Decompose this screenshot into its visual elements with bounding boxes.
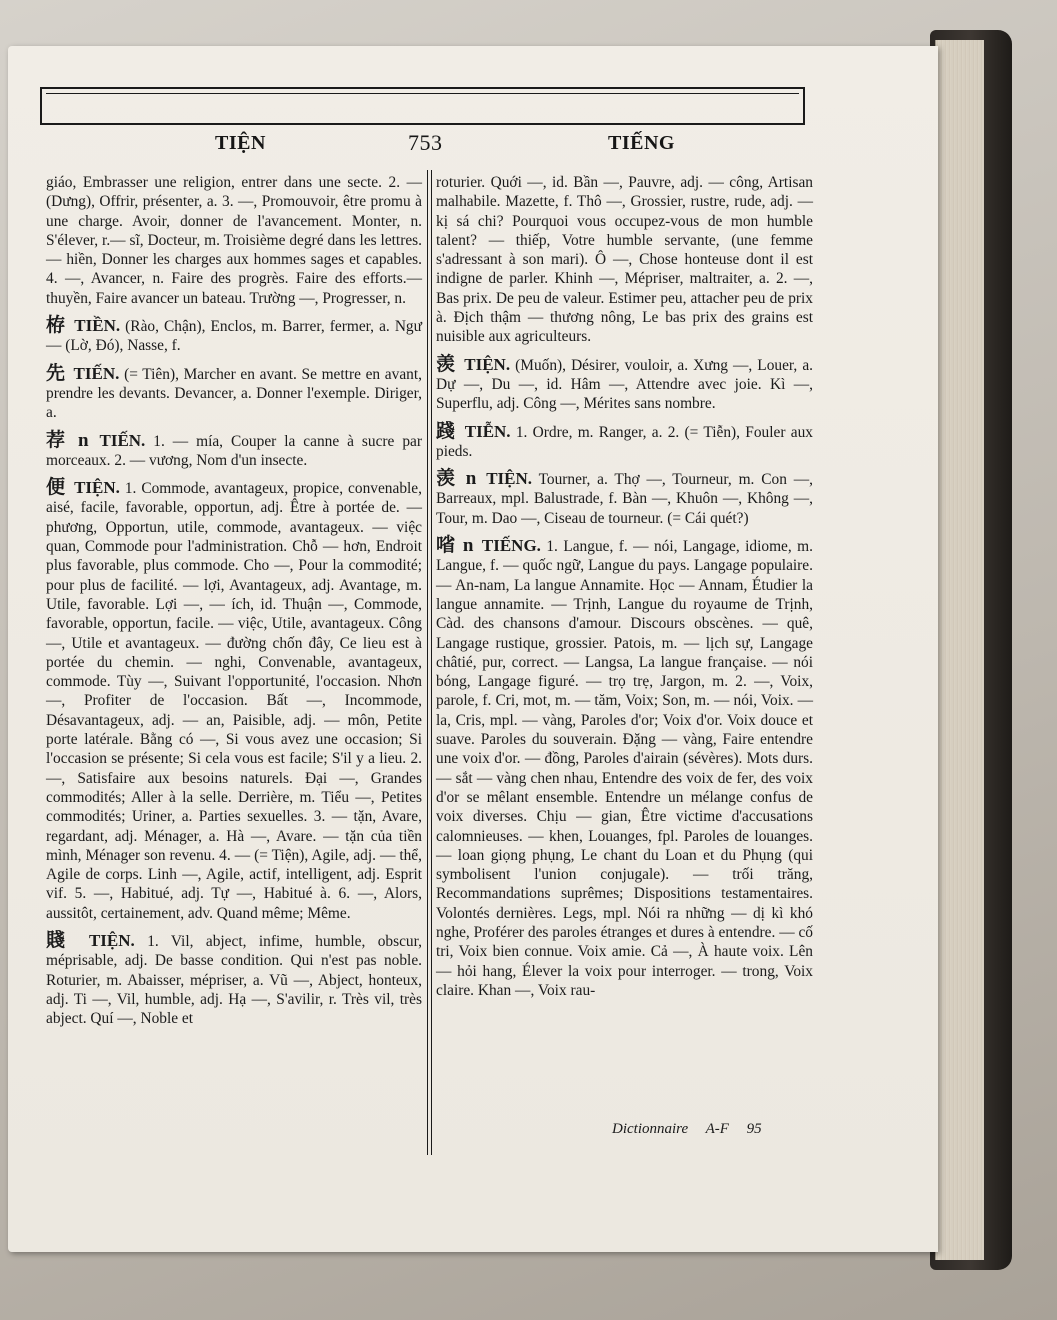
- han-character: 羡 n: [436, 468, 477, 490]
- headword: TIỆN.: [74, 478, 120, 498]
- header-left-word: TIỆN: [215, 132, 266, 154]
- headword: TIẾN.: [99, 430, 146, 450]
- dictionary-entry: [46, 364, 422, 423]
- han-character: 先: [46, 362, 66, 384]
- column-divider: [427, 170, 432, 1155]
- dictionary-entry: [436, 355, 813, 414]
- dictionary-entry: [436, 469, 813, 528]
- page-number: 753: [408, 130, 443, 155]
- entry-definition: (= Tiên), Marcher en avant. Se mettre en avant, prendre les devants. Devancer, a. Donner l'exemple. Diriger, a.: [46, 365, 422, 422]
- dictionary-entry: [46, 316, 422, 356]
- entry-definition: Tourner, a. Thợ —, Tourneur, m. Con —, Barreaux, mpl. Balustrade, f. Bàn —, Khuôn —, Không —, Tour, m. Dao —, Ciseau de tourneur. (= Cái quét?): [436, 471, 813, 527]
- han-character: 羡: [436, 353, 457, 375]
- han-character: 踐: [436, 420, 457, 442]
- entry-definition: 1. — mía, Couper la canne à sucre par morceaux. 2. — vương, Nom d'un insecte.: [46, 432, 422, 469]
- headword: TIỆN.: [486, 469, 533, 489]
- dictionary-entry: [46, 931, 422, 1028]
- headword: TIỀN.: [74, 316, 121, 336]
- entry-definition: 1. Ordre, m. Ranger, a. 2. (= Tiễn), Fouler aux pieds.: [436, 423, 813, 460]
- headword: TIẾN.: [73, 363, 120, 383]
- left-column: [46, 173, 422, 1028]
- entry-definition: (Rào, Chận), Enclos, m. Barrer, fermer, a. Ngư — (Lờ, Đó), Nasse, f.: [46, 318, 422, 355]
- han-character: 賤: [46, 929, 74, 951]
- running-header-rule: [40, 87, 805, 125]
- dictionary-entry: [436, 422, 813, 462]
- headword: TIẾNG.: [481, 536, 541, 556]
- han-character: 栫: [46, 315, 67, 337]
- han-character: 㗂 n: [436, 535, 474, 557]
- header-inner-rule: [46, 93, 799, 119]
- headword: TIỄN.: [464, 421, 511, 441]
- footer-signature-number: 95: [746, 1121, 762, 1137]
- footer-title: Dictionnaire: [612, 1121, 689, 1137]
- entry-definition: 1. Langue, f. — nói, Langage, idiome, m. Langue, f. — quốc ngữ, Langue du pays. Langage populaire. — An-nam, La langue Annamite. Học — Annam, Étudier la langue annamite. — Trịnh, Langue du royaume de Trịnh, Càd. des chansons d'amour. Discours obscènes. — quê, Langage rustique, grossier. Patois, m. — lịch sự, Langage châtié, pur, correct. — Langsa, La langue française. — nói bóng, Langage figuré. — trọ trẹ, Jargon, m. 2. —, Voix, parole, f. Cri, mot, m. — tăm, Voix; Son, m. — nói, Voix. — la, Cris, mpl. — vàng, Paroles d'or; Voix d'or. Voix douce et suave. Paroles du souverain. Đặng — vàng, Faire entendre une voix d'or. — đồng, Paroles d'airain (sévères). Mots durs. — sắt — vàng chen nhau, Entendre des voix de fer, des voix d'or se mêlant ensemble. Entendre un mélange confus de voix diverses. Chịu — gian, Être victime d'accusations calomnieuses. — khen, Louanges, fpl. Paroles de louanges. — loan giọng phụng, Le chant du Loan et du Phụng (qui symbolisent l'union conjugale). — trối trăng, Recommandations suprêmes; Dispositions testamentaires. Volontés dernières. Legs, mpl. Nói ra những — dị kì khó nghe, Proférer des paroles étranges et dures à entendre. — cố tri, Voix bien connue. Voix amie. Cả —, À haute voix. Lên — hỏi hang, Élever la voix pour interroger. — trong, Voix claire. Khan —, Voix rau-: [436, 538, 813, 999]
- entry-definition: (Muốn), Désirer, vouloir, a. Xưng —, Louer, a. Dự —, Du —, id. Hâm —, Attendre avec joie. Kì —, Superflu, adj. Công —, Mérites sans nombre.: [436, 356, 813, 413]
- signature-footer: [612, 1121, 812, 1138]
- right-column: [436, 173, 813, 1000]
- page-edges: [935, 40, 984, 1260]
- headword: TIỆN.: [464, 354, 511, 374]
- han-character: 荐 n: [46, 429, 89, 451]
- dictionary-entry: [46, 478, 422, 923]
- dictionary-entry: [46, 431, 422, 471]
- header-right-word: TIẾNG: [608, 132, 675, 154]
- entry-definition: 1. Commode, avantageux, propice, convenable, aisé, facile, favorable, opportun, adj. Être à portée de. — phương, Opportun, utile, commode, avantageux. — việc quan, Commode pour l'administration. Chỗ — hơn, Endroit plus favorable, plus commode. Cho —, Pour la commodité; pour plus de facilité. — lợi, Avantageux, adj. Avantage, m. Utile, favorable. Lợi —, — ích, id. Thuận —, Commode, favorable, opportun, facile. — việc, Utile, avantageux. Công —, Utile et avantageux. — đường chốn đây, Ce lieu est à portée du chemin. — nghi, Convenable, avantageux, commode. Tùy —, Suivant l'opportunité, l'occasion. Nhơn —, Profiter de l'occasion. Bất —, Incommode, Désavantageux, adj. — an, Paisible, adj. — môn, Petite porte latérale. Bằng có —, Si vous avez une occasion; Si l'occasion se présente; Si cela vous est facile; S'il y a lieu. 2. —, Satisfaire aux besoins naturels. Đại —, Grandes commodités; Aller à la selle. Derrière, m. Tiểu —, Petites commodités; Uriner, a. Parties sexuelles. 3. — tặn, Avare, regardant, adj. Ménager, a. Hà —, Avare. — tặn của tiền mình, Ménager son revenu. 4. — (= Tiện), Agile, adj. — thể, Agile de corps. Linh —, Agile, actif, intelligent, adj. Esprit vif. 5. —, Habitué, adj. Tự —, Habitué à. 6. —, Alors, aussitôt, certainement, adv. Quand même; Même.: [46, 480, 422, 922]
- footer-volume: A-F: [705, 1121, 729, 1137]
- han-character: 便: [46, 477, 67, 499]
- continued-entry-text: giáo, Embrasser une religion, entrer dans une secte. 2. — (Dưng), Offrir, présenter, a. 3. —, Promouvoir, être promu à une charge. Avoir, donner de l'avancement. Monter, n. S'élever, r.— sĩ, Docteur, m. Troisième degré dans les lettres. — hiền, Donner les charges aux hommes sages et capables. 4. —, Avancer, n. Faire des progrès. Faire des efforts.— thuyền, Faire avancer un bateau. Trường —, Progresser, n.: [46, 174, 422, 307]
- dictionary-entry: [436, 536, 813, 1000]
- continued-entry-text: roturier. Quới —, id. Bần —, Pauvre, adj. — công, Artisan malhabile. Mazette, f. Thô —, Grossier, rustre, rude, adj. — kị sá chi? Pourquoi vous occupez-vous de mon humble talent? — thiếp, Votre humble servante, (une femme s'adressant à son mari). Ô —, Chose honteuse dont il est indigne de parler. Khinh —, Mépriser, maltraiter, a. 2. —, Bas prix. De peu de valeur. Estimer peu, attacher peu de prix à. Địch thậm — thương nông, Le bas prix des grains est nuisible aux agriculteurs.: [436, 174, 813, 346]
- entry-definition: 1. Vil, abject, infime, humble, obscur, méprisable, adj. De basse condition. Qui n'est pas noble. Roturier, m. Abaisser, mépriser, a. Vũ —, Abject, honteux, adj. Ti —, Vil, humble, adj. Hạ —, S'avilir, r. Très vil, très abject. Quí —, Noble et: [46, 932, 422, 1028]
- headword: TIỆN.: [88, 930, 135, 950]
